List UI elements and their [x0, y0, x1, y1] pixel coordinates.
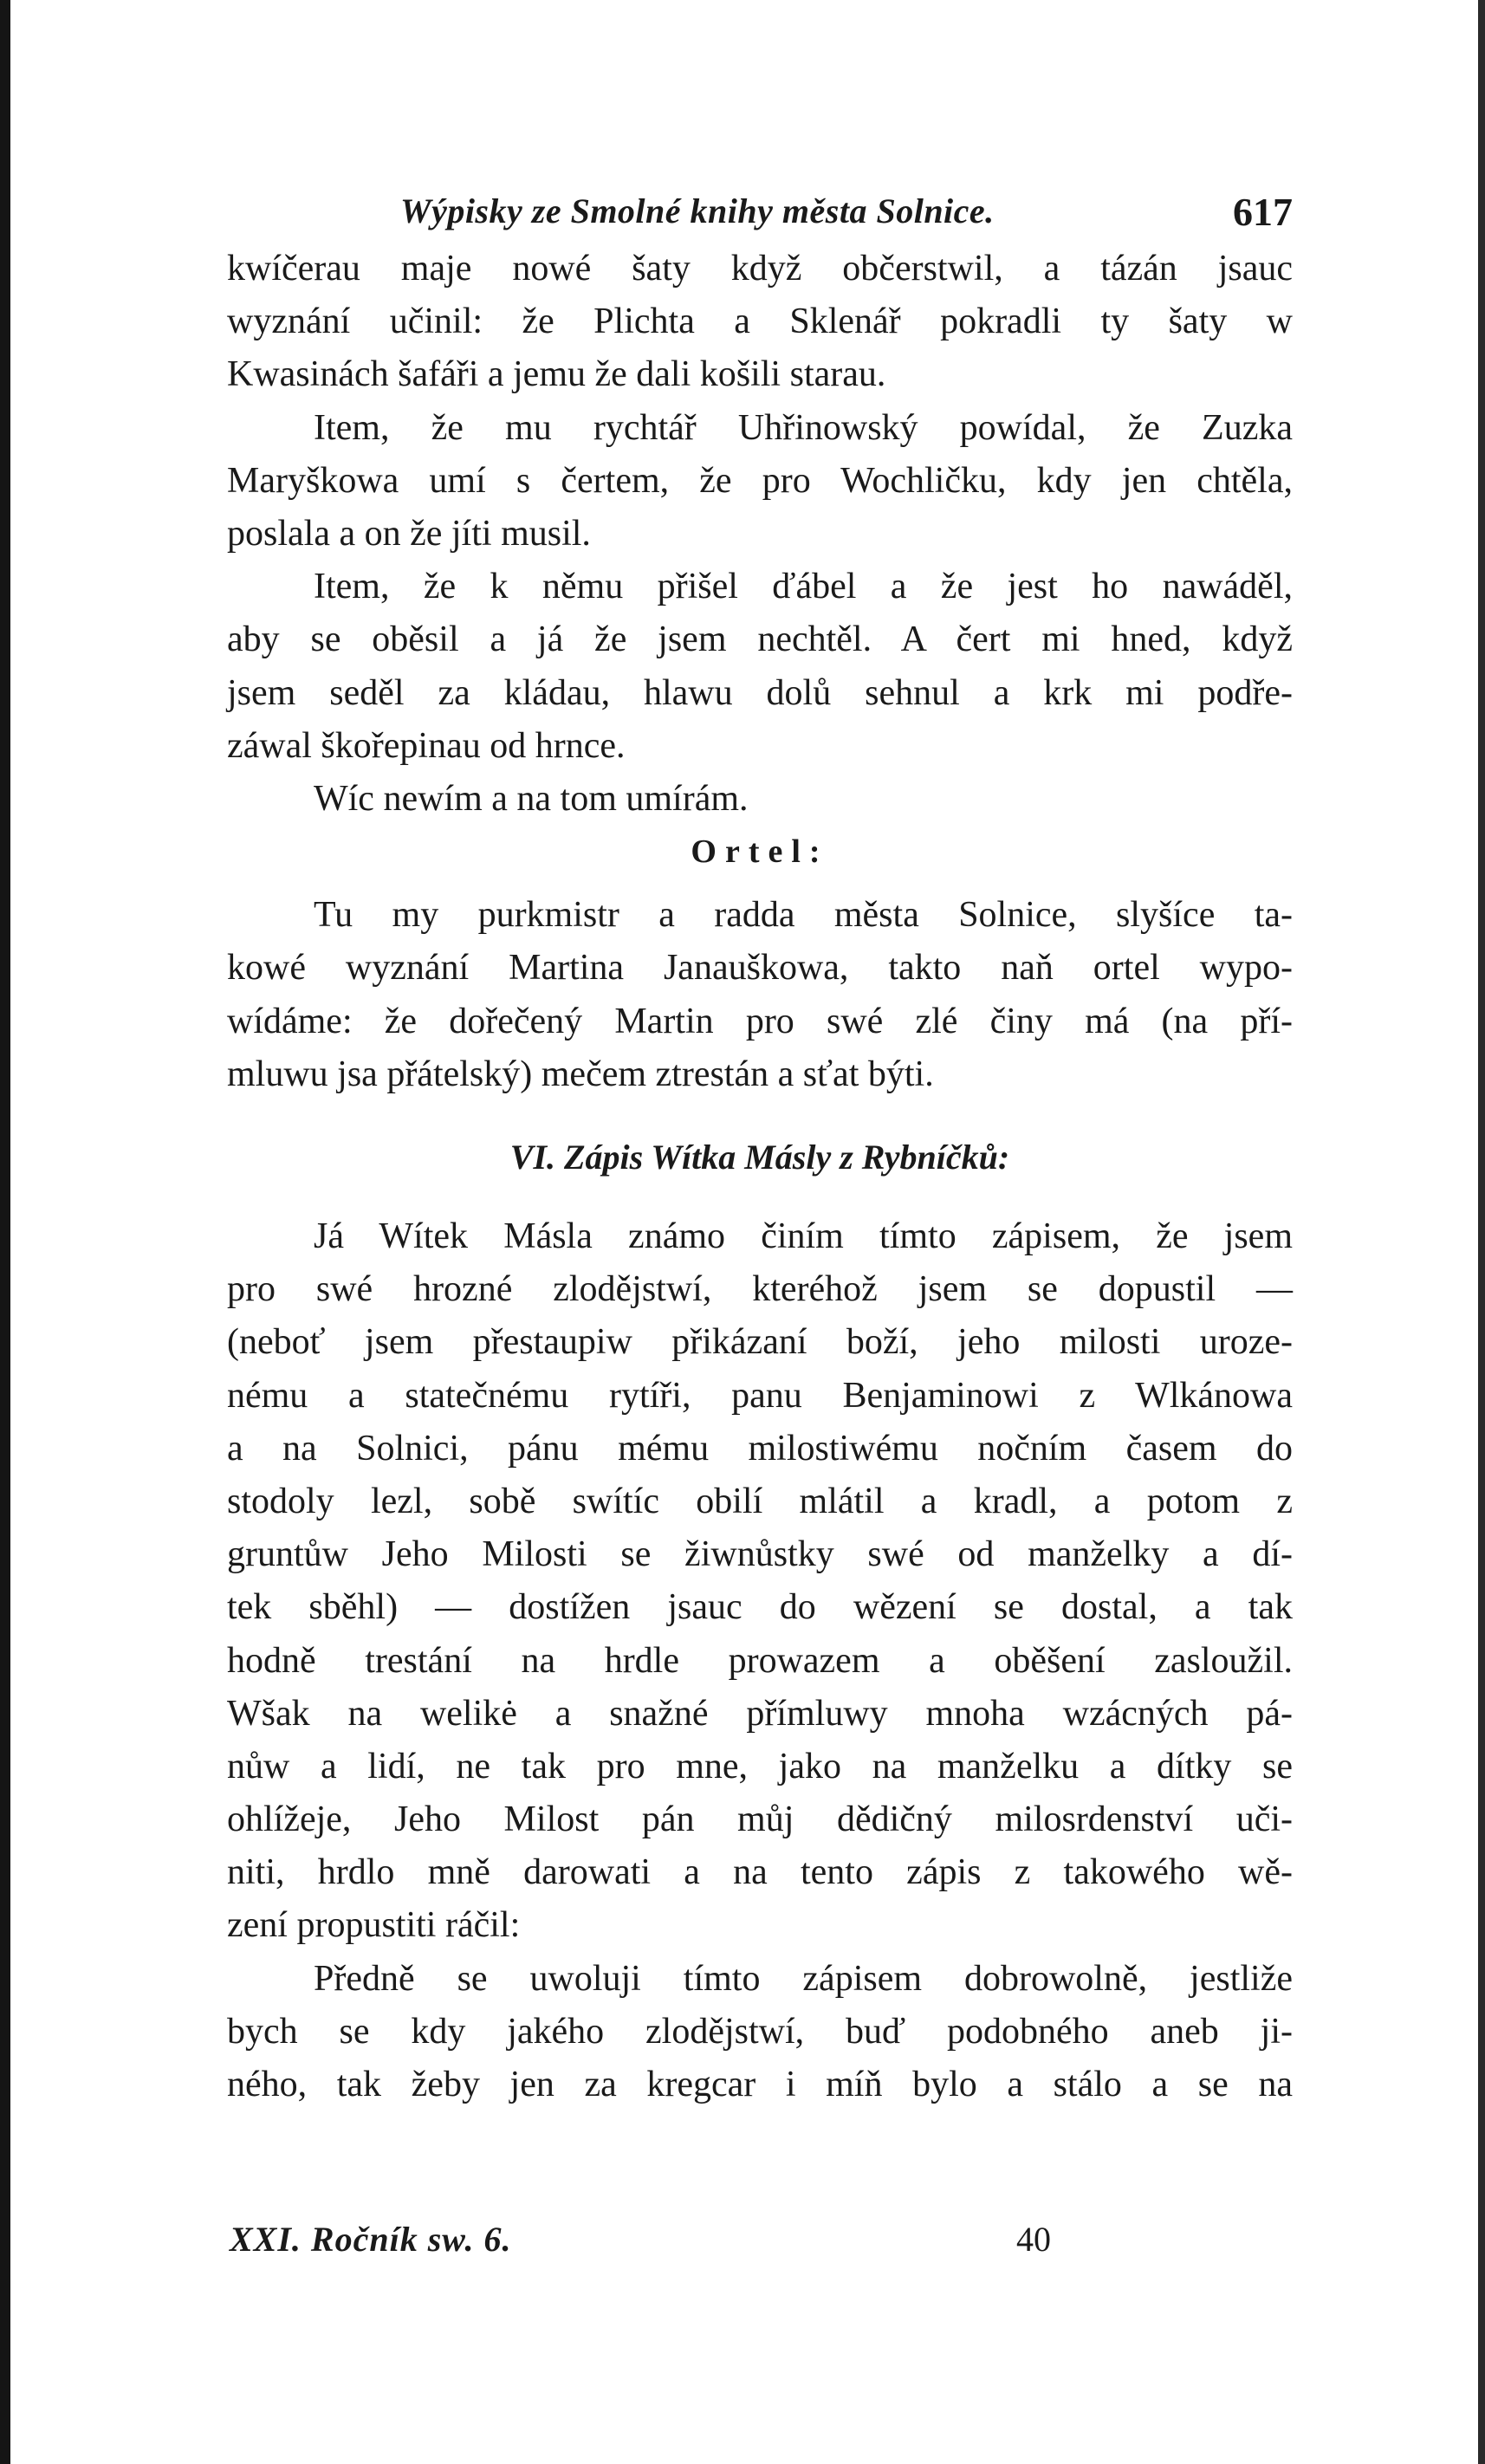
- text-line: (neboť jsem přestaupiw přikázaní boží, jeho milosti uroze-: [227, 1322, 1293, 1363]
- text-line: Wíc newím a na tom umírám.: [314, 778, 749, 819]
- section-heading: VI. Zápis Wítka Másly z Rybníčků:: [509, 1138, 1010, 1177]
- document-page: [227, 191, 1293, 2111]
- text-line: poslala a on že jíti musil.: [227, 513, 591, 554]
- ortel-paragraph: [227, 889, 1293, 1101]
- paragraph: [227, 561, 1293, 773]
- page-number: 617: [1233, 190, 1293, 234]
- text-line: kowé wyznání Martina Janauškowa, takto naň ortel wypo-: [227, 948, 1293, 989]
- text-line: zení propustiti ráčil:: [227, 1905, 521, 1946]
- text-line: nůw a lidí, ne tak pro mne, jako na manželku a dítky se: [227, 1746, 1293, 1786]
- scan-edge-left: [0, 0, 10, 2464]
- text-line: ohlížeje, Jeho Milost pán můj dědičný milosrdenství uči-: [227, 1799, 1293, 1840]
- paragraph: [227, 402, 1293, 561]
- text-line: Tu my purkmistr a radda města Solnice, slyšíce ta-: [314, 895, 1293, 936]
- text-line: pro swé hrozné zlodějstwí, kteréhož jsem se dopustil —: [227, 1269, 1293, 1310]
- text-line: mluwu jsa přátelský) mečem ztrestán a sťat býti.: [227, 1054, 934, 1094]
- text-line: bych se kdy jakého zlodějstwí, buď podobného aneb ji-: [227, 2011, 1293, 2052]
- text-line: Kwasinách šafáři a jemu že dali košili starau.: [227, 354, 886, 395]
- text-line: Item, že k němu přišel ďábel a že jest ho nawáděl,: [314, 567, 1293, 607]
- text-line: Maryškowa umí s čertem, že pro Wochličku, kdy jen chtěla,: [227, 460, 1293, 501]
- page-footer: [230, 2214, 1096, 2266]
- paragraph: [227, 1953, 1293, 2112]
- text-line: hodně trestání na hrdle prowazem a oběšení zasloužil.: [227, 1640, 1293, 1681]
- text-line: stodoly lezl, sobě swítíc obilí mlátil a kradl, a potom z: [227, 1481, 1293, 1521]
- text-line: wídáme: že dořečený Martin pro swé zlé činy má (na pří-: [227, 1001, 1293, 1041]
- paragraph: [227, 1210, 1293, 1953]
- printer-signature: XXI. Ročník sw. 6.: [230, 2220, 512, 2259]
- text-line: jsem seděl za kládau, hlawu dolů sehnul a krk mi podře-: [227, 672, 1293, 713]
- running-header: [227, 191, 1293, 243]
- gathering-number: 40: [1016, 2220, 1051, 2259]
- text-line: kwíčerau maje nowé šaty když občerstwil, a tázán jsauc: [227, 249, 1293, 289]
- paragraph: [227, 243, 1293, 402]
- text-line: aby se oběsil a já že jsem nechtěl. A čert mi hned, když: [227, 619, 1293, 660]
- text-line: Item, že mu rychtář Uhřinowský powídal, že Zuzka: [314, 407, 1293, 448]
- text-line: niti, hrdlo mně darowati a na tento zápis z takowého wě-: [227, 1852, 1293, 1893]
- text-line: Wšak na welikė a snažné přímluwy mnoha wzácných pá-: [227, 1693, 1293, 1734]
- text-line: Předně se uwoluji tímto zápisem dobrowolně, jestliže: [314, 1958, 1293, 1999]
- scan-edge-right: [1478, 0, 1485, 2464]
- paragraph: [227, 773, 1293, 826]
- text-line: nému a statečnému rytíři, panu Benjaminowi z Wlkánowa: [227, 1375, 1293, 1416]
- text-line: gruntůw Jeho Milosti se žiwnůstky swé od manželky a dí-: [227, 1534, 1293, 1575]
- running-title: Wýpisky ze Smolné knihy města Solnice.: [400, 191, 995, 230]
- text-line: ného, tak žeby jen za kregcar i míň bylo a stálo a se na: [227, 2065, 1293, 2104]
- text-line: Já Wítek Másla známo činím tímto zápisem, že jsem: [314, 1216, 1293, 1256]
- text-line: wyznání učinil: že Plichta a Sklenář pokradli ty šaty w: [227, 302, 1293, 342]
- text-line: záwal škořepinau od hrnce.: [227, 725, 626, 766]
- text-line: a na Solnici, pánu mému milostiwému nočním časem do: [227, 1428, 1293, 1469]
- page-body: [227, 243, 1293, 2111]
- text-line: tek sběhl) — dostížen jsauc do wězení se dostal, a tak: [227, 1587, 1293, 1628]
- ortel-heading: Ortel:: [691, 833, 829, 871]
